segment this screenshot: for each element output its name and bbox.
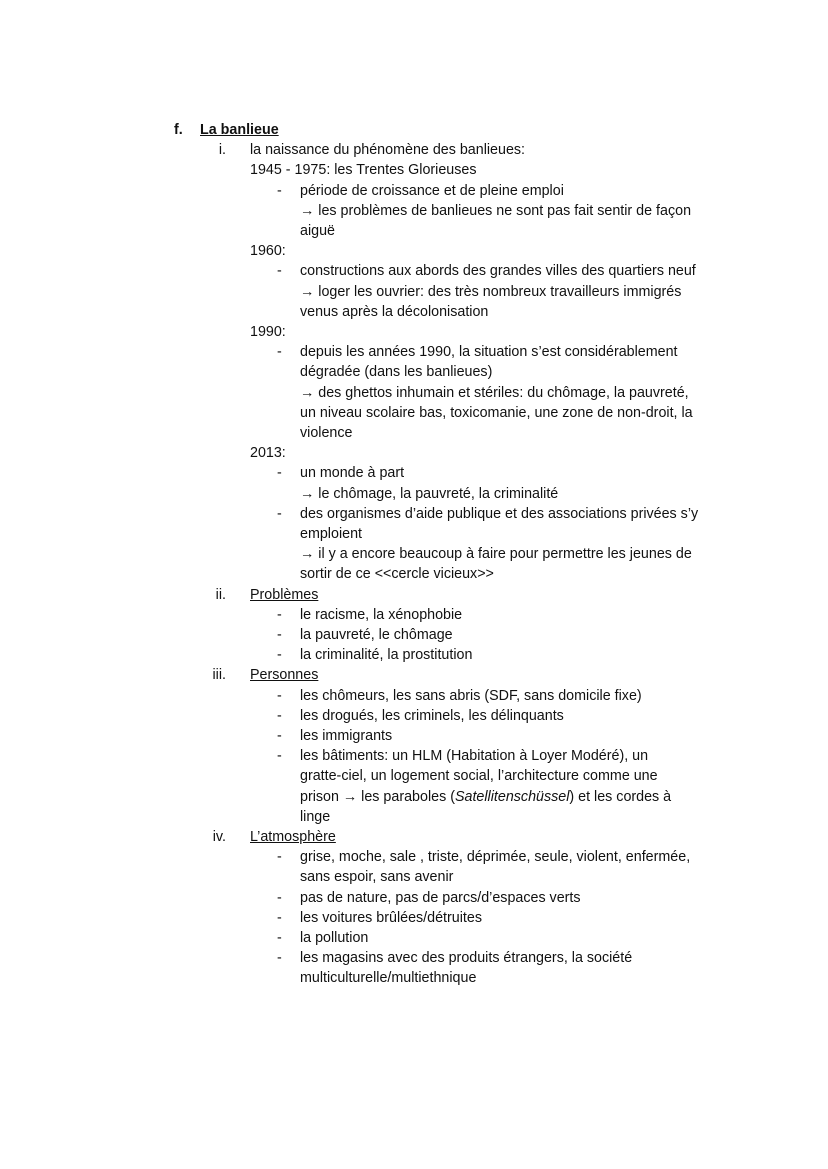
bullet-text: la pauvreté, le chômage xyxy=(300,627,453,643)
bullet-dash: - xyxy=(277,627,282,643)
period-label: 1990: xyxy=(250,324,286,340)
bullet-text: constructions aux abords des grandes villes des quartiers neuf xyxy=(300,263,696,280)
bullet-text: un niveau scolaire bas, toxicomanie, une zone de non-droit, la xyxy=(300,404,693,421)
bullet-text: un monde à part xyxy=(300,465,405,482)
subsection-heading: Personnes xyxy=(250,667,319,684)
bullet-dash: - xyxy=(277,606,282,623)
roman-marker: iii. xyxy=(212,667,226,684)
period-label: 1960: xyxy=(250,243,286,260)
bullet-text: depuis les années 1990, la situation s’est considérablement xyxy=(300,344,678,361)
section-marker: f. xyxy=(174,122,183,138)
subsection-heading: Problèmes xyxy=(250,586,319,603)
bullet-dash: - xyxy=(277,849,282,866)
bullet-text: les immigrants xyxy=(300,728,393,744)
bullet-text: → les problèmes de banlieues ne sont pas fait sentir de façon xyxy=(300,202,692,219)
bullet-text: grise, moche, sale , triste, déprimée, seule, violent, enfermée, xyxy=(300,849,691,866)
bullet-dash: - xyxy=(277,182,282,199)
bullet-text: sortir de ce <<cercle vicieux>> xyxy=(300,566,494,583)
bullet-text: le racisme, la xénophobie xyxy=(300,606,463,623)
bullet-text: les bâtiments: un HLM (Habitation à Loyer Modéré), un xyxy=(300,748,649,765)
bullet-text: sans espoir, sans avenir xyxy=(300,869,454,886)
bullet-dash: - xyxy=(277,930,282,946)
bullet-dash: - xyxy=(277,950,282,967)
subsection-heading: L’atmosphère xyxy=(250,829,336,845)
subsection-intro: la naissance du phénomène des banlieues: xyxy=(250,142,526,159)
bullet-dash: - xyxy=(277,465,282,482)
bullet-dash: - xyxy=(277,728,282,744)
bullet-dash: - xyxy=(277,263,282,280)
bullet-text: des organismes d’aide publique et des associations privées s’y xyxy=(300,505,699,522)
bullet-text: venus après la décolonisation xyxy=(300,303,489,320)
bullet-dash: - xyxy=(277,344,282,361)
bullet-text: aiguë xyxy=(300,223,335,239)
bullet-text xyxy=(300,787,671,807)
text-run: ) et les cordes à xyxy=(569,788,672,805)
period-label: 1945 - 1975: les Trentes Glorieuses xyxy=(250,162,477,179)
bullet-dash: - xyxy=(277,505,282,522)
bullet-text: la criminalité, la prostitution xyxy=(300,647,473,664)
bullet-text: la pollution xyxy=(300,930,369,946)
bullet-text: pas de nature, pas de parcs/d’espaces verts xyxy=(300,889,581,906)
roman-marker: ii. xyxy=(215,586,226,603)
text-run: prison → les paraboles ( xyxy=(300,788,455,805)
bullet-text: gratte-ciel, un logement social, l’architecture comme une xyxy=(300,768,658,785)
bullet-text: → il y a encore beaucoup à faire pour permettre les jeunes de xyxy=(300,546,692,563)
bullet-text: → loger les ouvrier: des très nombreux travailleurs immigrés xyxy=(300,283,682,300)
bullet-dash: - xyxy=(277,687,282,704)
bullet-text: dégradée (dans les banlieues) xyxy=(300,364,493,381)
bullet-text: → des ghettos inhumain et stériles: du chômage, la pauvreté, xyxy=(300,384,689,401)
bullet-text: → le chômage, la pauvreté, la criminalité xyxy=(300,485,559,502)
section-title: La banlieue xyxy=(200,122,279,138)
roman-marker: iv. xyxy=(212,829,226,845)
roman-marker: i. xyxy=(218,142,226,159)
bullet-text: les drogués, les criminels, les délinquants xyxy=(300,707,564,724)
bullet-dash: - xyxy=(277,748,282,765)
bullet-text: violence xyxy=(300,425,353,441)
bullet-text: période de croissance et de pleine emploi xyxy=(300,182,564,199)
bullet-text: les voitures brûlées/détruites xyxy=(300,909,482,926)
bullet-text: les magasins avec des produits étrangers, la société xyxy=(300,950,633,967)
bullet-dash: - xyxy=(277,707,282,724)
bullet-text: emploient xyxy=(300,526,362,542)
bullet-dash: - xyxy=(277,909,282,926)
bullet-dash: - xyxy=(277,889,282,906)
bullet-dash: - xyxy=(277,647,282,664)
italic-term: Satellitenschüssel xyxy=(454,788,570,805)
period-label: 2013: xyxy=(250,445,286,462)
bullet-text: linge xyxy=(300,808,331,825)
bullet-text: multiculturelle/multiethnique xyxy=(300,970,477,987)
bullet-text: les chômeurs, les sans abris (SDF, sans domicile fixe) xyxy=(300,687,642,704)
